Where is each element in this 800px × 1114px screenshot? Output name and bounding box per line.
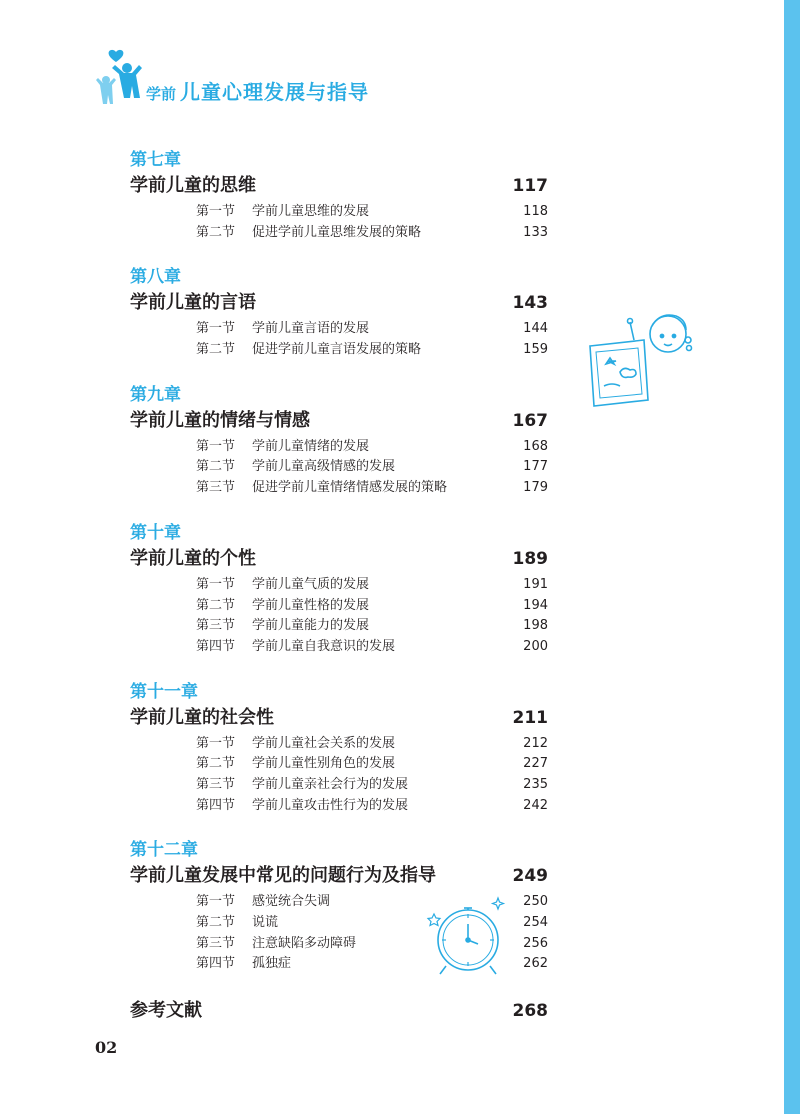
references-entry[interactable]: [130, 997, 548, 1025]
chapter-page: 143: [512, 293, 548, 314]
chapter-page: 211: [512, 707, 548, 728]
section-entry[interactable]: [196, 202, 548, 223]
section-title: 说谎: [252, 915, 279, 930]
chapter-title: 学前儿童的言语: [130, 292, 256, 314]
section-title: 孤独症: [252, 956, 292, 972]
girl-with-board-illustration: [582, 306, 702, 410]
sparkle-icon: [493, 898, 504, 909]
section-entry[interactable]: [196, 596, 548, 617]
section-page: 144: [523, 321, 548, 337]
section-page: 256: [523, 935, 548, 951]
section-number: 第一节: [196, 576, 236, 592]
section-number: 第一节: [196, 438, 236, 454]
section-number: 第二节: [196, 915, 236, 930]
section-title: 感觉统合失调: [252, 894, 331, 910]
section-page: 254: [523, 915, 548, 930]
children-logo-icon: [94, 48, 144, 108]
section-title: 学前儿童气质的发展: [252, 576, 370, 592]
section-title: 学前儿童言语的发展: [252, 321, 370, 337]
chapter-title: 学前儿童发展中常见的问题行为及指导: [130, 865, 436, 887]
section-page: 242: [523, 797, 548, 813]
section-entry[interactable]: [196, 437, 548, 458]
chapter-entry[interactable]: [130, 407, 548, 435]
chapter-label: 第十章: [130, 522, 181, 543]
section-page: 212: [523, 735, 548, 751]
book-title: [146, 76, 369, 105]
section-entry[interactable]: [196, 478, 548, 499]
chapter-entry[interactable]: [130, 289, 548, 317]
chapter-page: 249: [512, 866, 548, 887]
section-title: 学前儿童自我意识的发展: [252, 638, 396, 654]
section-title: 学前儿童攻击性行为的发展: [252, 797, 409, 813]
section-entry[interactable]: [196, 340, 548, 361]
girl-head-icon: [650, 315, 692, 352]
clock-icon: [438, 908, 498, 974]
section-number: 第三节: [196, 480, 236, 496]
chapter-page: 167: [512, 410, 548, 431]
section-page: 235: [523, 776, 548, 792]
section-entry[interactable]: [196, 637, 548, 658]
page-number: 02: [95, 1038, 118, 1057]
chapter-title: 学前儿童的个性: [130, 547, 256, 569]
section-number: 第三节: [196, 618, 236, 634]
section-page: 159: [523, 342, 548, 358]
chapter-title: 学前儿童的思维: [130, 175, 256, 196]
book-title-main: 儿童心理发展与指导: [180, 80, 370, 104]
section-page: 250: [523, 894, 548, 910]
section-entry[interactable]: [196, 734, 548, 755]
section-entry[interactable]: [196, 775, 548, 796]
section-title: 学前儿童思维的发展: [252, 204, 370, 219]
chapter-10: [130, 521, 548, 658]
section-title: 学前儿童情绪的发展: [252, 438, 370, 454]
chapter-entry[interactable]: [130, 172, 548, 200]
section-title: 学前儿童性别角色的发展: [252, 756, 396, 772]
chapter-label: 第七章: [130, 150, 181, 170]
chapter-11: [130, 680, 548, 817]
side-color-strip: [784, 0, 800, 1114]
section-number: 第四节: [196, 956, 236, 972]
section-title: 学前儿童社会关系的发展: [252, 735, 396, 751]
section-title: 学前儿童亲社会行为的发展: [252, 776, 409, 792]
references-title: 参考文献: [130, 1000, 202, 1022]
chapter-label: 第十一章: [130, 681, 198, 702]
alarm-clock-illustration: [420, 886, 520, 986]
section-number: 第一节: [196, 735, 236, 751]
section-page: 179: [523, 480, 548, 496]
section-number: 第二节: [196, 224, 236, 240]
book-title-prefix: 学前: [146, 85, 177, 103]
section-number: 第三节: [196, 776, 236, 792]
section-page: 177: [523, 459, 548, 475]
section-page: 262: [523, 956, 548, 972]
chapter-title: 学前儿童的社会性: [130, 706, 274, 728]
chapter-entry[interactable]: [130, 704, 548, 732]
section-title: 促进学前儿童言语发展的策略: [252, 342, 422, 358]
chapter-label: 第八章: [130, 267, 181, 288]
drawing-board-icon: [590, 319, 648, 407]
section-title: 注意缺陷多动障碍: [252, 935, 357, 951]
section-number: 第四节: [196, 638, 236, 654]
section-page: 133: [523, 224, 548, 240]
section-page: 227: [523, 756, 548, 772]
section-page: 194: [523, 597, 548, 613]
section-entry[interactable]: [196, 223, 548, 244]
section-number: 第二节: [196, 459, 236, 475]
section-page: 191: [523, 576, 548, 592]
section-number: 第二节: [196, 342, 236, 358]
section-number: 第二节: [196, 597, 236, 613]
section-entry[interactable]: [196, 616, 548, 637]
section-entry[interactable]: [196, 575, 548, 596]
references-page: 268: [512, 1001, 548, 1022]
section-page: 168: [523, 438, 548, 454]
section-title: 学前儿童高级情感的发展: [252, 459, 396, 475]
section-title: 学前儿童性格的发展: [252, 597, 370, 613]
section-page: 200: [523, 638, 548, 654]
section-entry[interactable]: [196, 319, 548, 340]
section-page: 198: [523, 618, 548, 634]
chapter-page: 117: [512, 176, 548, 196]
chapter-7: [130, 148, 548, 243]
section-entry[interactable]: [196, 457, 548, 478]
section-number: 第一节: [196, 894, 236, 910]
section-number: 第三节: [196, 935, 236, 951]
section-number: 第一节: [196, 321, 236, 337]
chapter-title: 学前儿童的情绪与情感: [130, 409, 310, 431]
section-title: 促进学前儿童思维发展的策略: [252, 224, 422, 240]
section-title: 学前儿童能力的发展: [252, 618, 370, 634]
section-title: 促进学前儿童情绪情感发展的策略: [252, 480, 448, 496]
section-number: 第四节: [196, 797, 236, 813]
section-entry[interactable]: [196, 796, 548, 817]
chapter-9: [130, 383, 548, 499]
chapter-label: 第九章: [130, 384, 181, 405]
star-icon: [428, 914, 440, 926]
chapter-8: [130, 265, 548, 360]
chapter-label: 第十二章: [130, 840, 198, 861]
section-number: 第二节: [196, 756, 236, 772]
section-entry[interactable]: [196, 754, 548, 775]
section-page: 118: [523, 204, 548, 219]
chapter-entry[interactable]: [130, 545, 548, 573]
section-number: 第一节: [196, 204, 236, 219]
chapter-page: 189: [512, 548, 548, 569]
